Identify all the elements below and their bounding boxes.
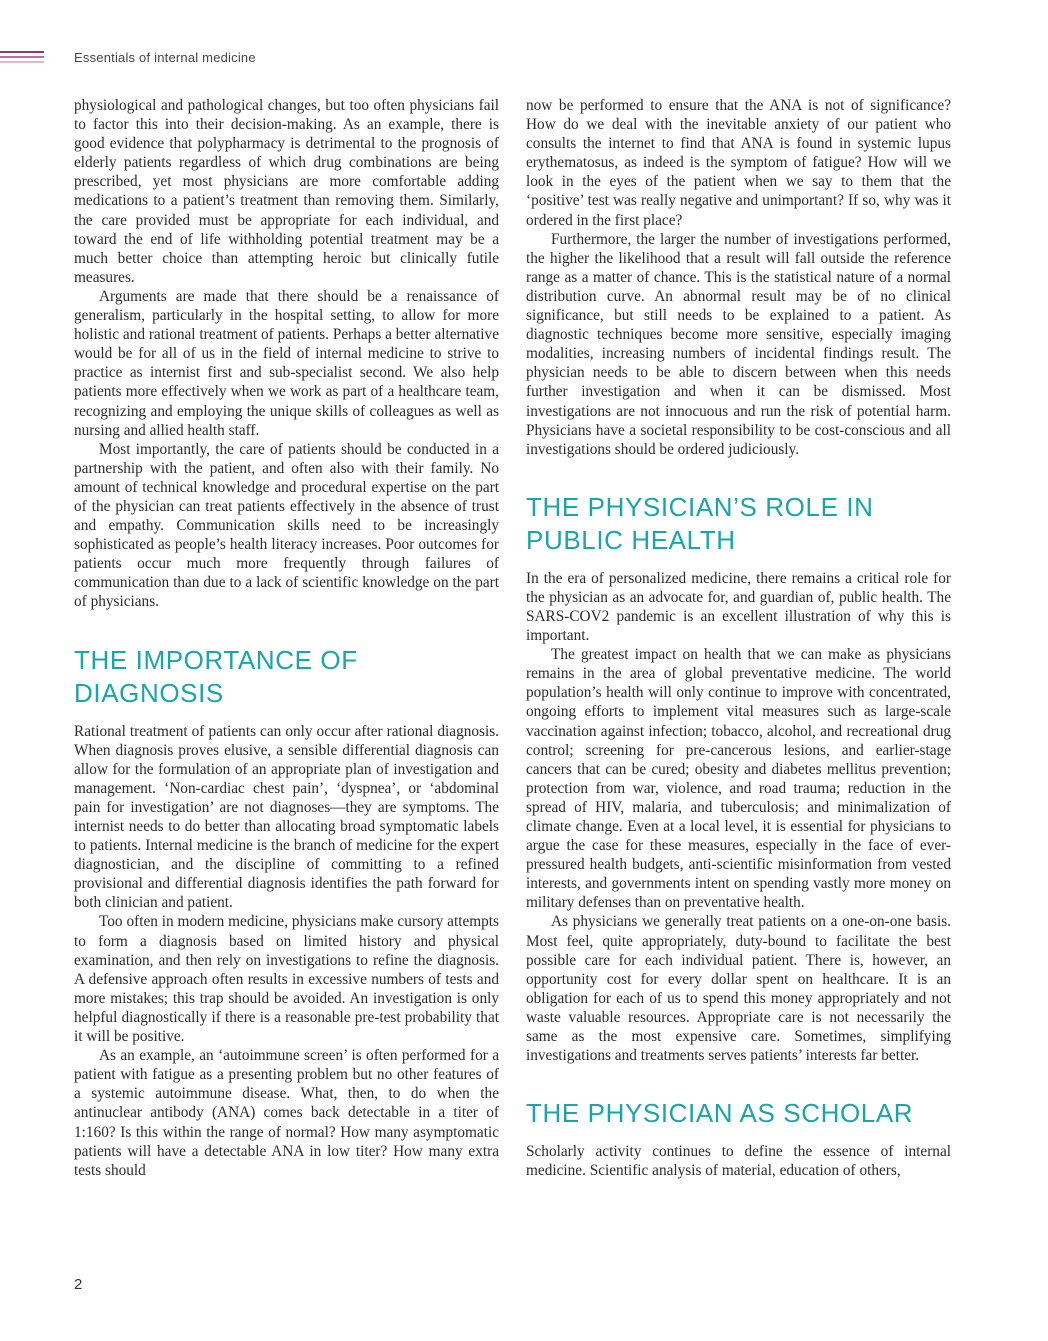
body-paragraph: Scholarly activity continues to define the essence of internal medicine. Scientific analysis of material, education of others, (526, 1143, 951, 1180)
body-paragraph: In the era of personalized medicine, there remains a critical role for the physician as an advocate for, and guardian of, public health. The SARS-COV2 pandemic is an excellent illustration of why this is important. (526, 569, 951, 645)
accent-bar-middle (0, 56, 44, 58)
section-heading-importance-of-diagnosis: THE IMPORTANCE OF DIAGNOSIS (74, 644, 358, 708)
body-paragraph: The greatest impact on health that we can make as physicians remains in the area of global preventative medicine. The world population’s health will only continue to improve with concentrated, ongoing efforts to implement vital measures such as large-scale vaccination against infection; tobacco, alcohol, and recreational drug control; screening for pre-cancerous lesions, and earlier-stage cancers that can be cured; obesity and diabetes mellitus prevention; protection from war, violence, and road trauma; reduction in the spread of HIV, malaria, and tuberculosis; and minimalization of climate change. Even at a local level, it is essential for physicians to argue the case for these measures, especially in the face of ever-pressured health budgets, anti-scientific misinformation from vested interests, and governments intent on spending vastly more money on military defenses than on preventative health. (526, 646, 951, 912)
body-paragraph: now be performed to ensure that the ANA is not of significance? How do we deal with the inevitable anxiety of our patient who consults the internet to find that ANA is found in systemic lupus erythematosus, as indeed is the symptom of fatigue? How will we look in the eyes of the patient when we say to them that the ‘positive’ test was really negative and unimportant? If so, why was it ordered in the first place? (526, 97, 951, 229)
body-paragraph: Furthermore, the larger the number of investigations performed, the higher the likelihood that a result will fall outside the reference range as a matter of chance. This is the statistical nature of a normal distribution curve. An abnormal result may be of no clinical significance, but still needs to be explained to a patient. As diagnostic techniques become more sensitive, especially imaging modalities, increasing numbers of incidental findings result. The physician needs to be able to discern between when this needs further investigation and when it can be dismissed. Most investigations are not innocuous and run the risk of potential harm. Physicians have a societal responsibility to be cost-conscious and all investigations should be ordered judiciously. (526, 230, 951, 458)
body-paragraph: As physicians we generally treat patients on a one-on-one basis. Most feel, quite appropriately, duty-bound to facilitate the best possible care for each individual patient. There is, however, an opportunity cost for every dollar spent on healthcare. It is an obligation for each of us to spend this money appropriately and not waste valuable resources. Appropriate care is not necessarily the same as the most expensive care. Sometimes, simplifying investigations and treatments serves patients’ interests far better. (526, 913, 951, 1065)
body-paragraph: Too often in modern medicine, physicians make cursory attempts to form a diagnosis based on limited history and physical examination, and then rely on investigations to refine the diagnosis. A defensive approach often results in excessive numbers of tests and more mistakes; this trap should be avoided. An investigation is only helpful diagnostically if there is a reasonable pre-test probability that it will be positive. (74, 913, 499, 1046)
page-number: 2 (74, 1276, 83, 1293)
right-column (526, 96, 951, 1180)
section-heading-physician-as-scholar: THE PHYSICIAN AS SCHOLAR (526, 1098, 914, 1129)
body-paragraph: Rational treatment of patients can only occur after rational diagnosis. When diagnosis proves elusive, a sensible differential diagnosis can allow for the formulation of an appropriate plan of investigation and management. ‘Non-cardiac chest pain’, ‘dyspnea’, or ‘abdominal pain for investigation’ are not diagnoses—they are symptoms. The internist needs to do better than allocating broad symptomatic labels to patients. Internal medicine is the branch of medicine for the expert diagnostician, and the discipline of committing to a refined provisional and differential diagnosis identifies the path forward for both clinician and patient. (74, 722, 499, 912)
accent-bar-top (0, 51, 44, 53)
body-paragraph: As an example, an ‘autoimmune screen’ is often performed for a patient with fatigue as a presenting problem but no other features of a systemic autoimmune disease. What, then, to do when the antinuclear antibody (ANA) comes back detectable in a titer of 1:160? Is this within the range of normal? How many asymptomatic patients will have a detectable ANA in low titer? How many extra tests should (74, 1047, 499, 1179)
body-paragraph: physiological and pathological changes, but too often physicians fail to factor this into their decision-making. As an example, there is good evidence that polypharmacy is detrimental to the prognosis of elderly patients regardless of which drug combinations are being prescribed, yet most physicians are more comfortable adding medications to a patient’s treatment than removing them. Similarly, the care provided must be appropriate for each individual, and toward the end of life withholding potential treatment may be a much better choice than attempting heroic but clinically futile measures. (74, 97, 499, 286)
body-paragraph: Arguments are made that there should be a renaissance of generalism, particularly in the hospital setting, to allow for more holistic and rational treatment of patients. Perhaps a better alternative would be for all of us in the field of internal medicine to strive to practice as internist first and sub-specialist second. We also help patients more effectively when we work as part of a healthcare team, recognizing and employing the unique skills of colleagues as well as nursing and allied health staff. (74, 287, 499, 439)
accent-bars (0, 51, 44, 63)
accent-bar-bottom (0, 61, 44, 63)
section-heading-public-health: THE PHYSICIAN’S ROLE IN PUBLIC HEALTH (526, 491, 874, 555)
left-column (74, 96, 499, 1180)
running-head-title: Essentials of internal medicine (74, 50, 256, 65)
body-paragraph: Most importantly, the care of patients should be conducted in a partnership with the patient, and often also with their family. No amount of technical knowledge and procedural expertise on the part of the physician can treat patients effectively in the absence of trust and empathy. Communication skills need to be increasingly sophisticated as people’s health literacy increases. Poor outcomes for patients occur much more frequently through failures of communication than due to a lack of scientific knowledge on the part of physicians. (74, 440, 499, 611)
